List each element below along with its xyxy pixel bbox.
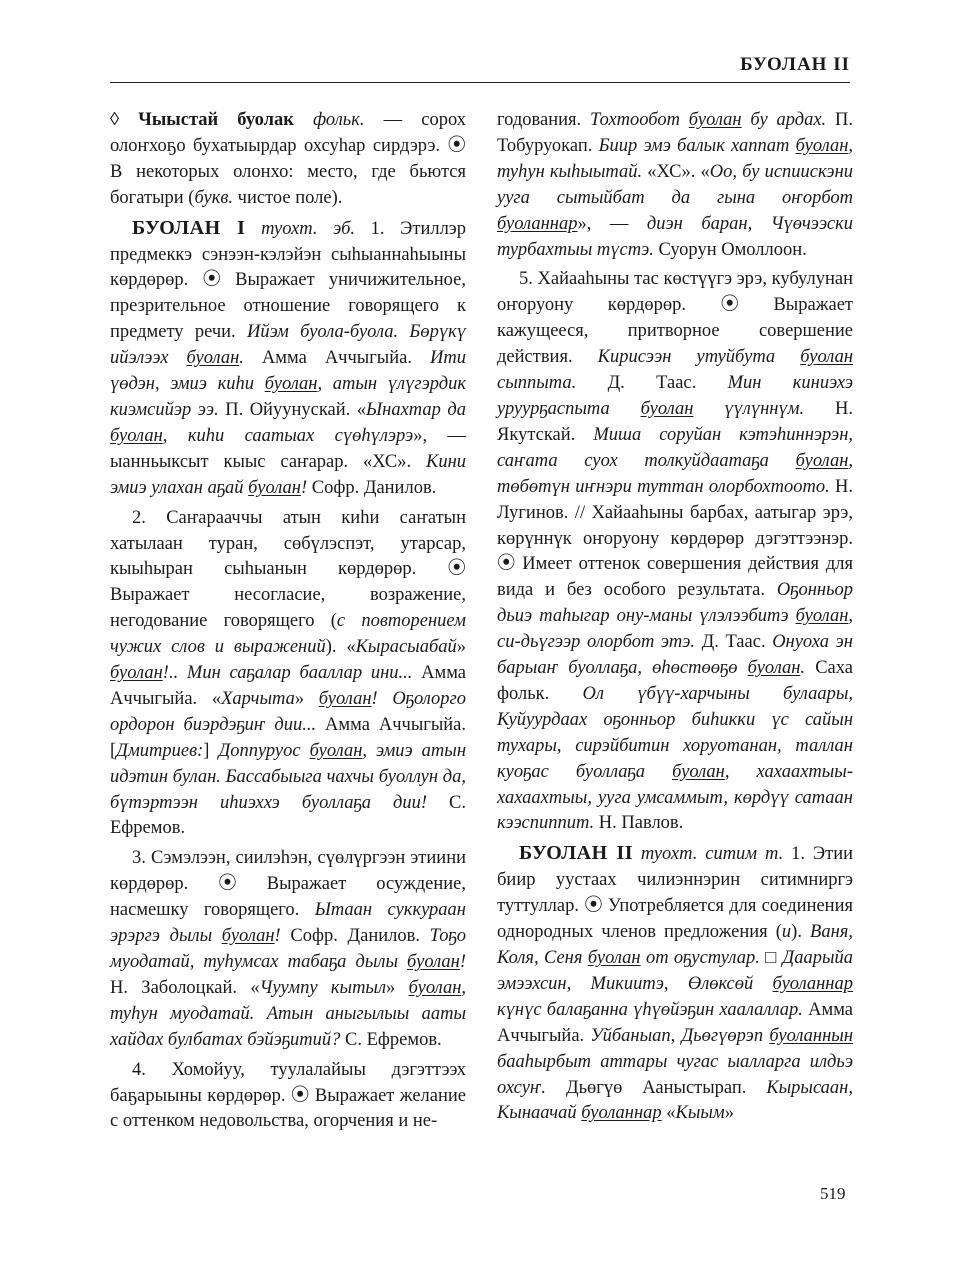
entry-paragraph: годования. Тохтообот буолан бу ардах. П. Тобуруокап. Биир эмэ балык хаппат буолан, туһун кыһыытай. «ХС». «Оо, бу испиискэни ууга сытыйбат да гына оҥорбот буоланнар», — диэн баран, Чүөчээски турбахтыы түстэ. Суорун Омоллоон. [497, 110, 853, 260]
left-column [110, 108, 466, 1135]
entry-paragraph: ◊ Чыыстай буолак фольк. — сорох олоҥхоҕо бухатыырдар охсуһар сирдэрэ. ⦿ В некоторых олонхо: место, где бьются богатыри (букв. чистое поле). [110, 110, 466, 208]
right-column [497, 108, 853, 1127]
entry-paragraph: БУОЛАН I туохт. эб. 1. Этиллэр предмеккэ сэнээн-кэлэйэн сыһыаннаһыыны көрдөрөр. ⦿ Выражает уничижительное, презрительное отношение говорящего к предмету речи. Ийэм буола-буола. Бөрүкү ийэлээх буолан. Амма Аччыгыйа. Ити үөдэн, эмиэ киһи буолан, атын үлүгэрдик киэмсийэр ээ. П. Ойуунускай. «Ынахтар да буолан, киһи саатыах сүөһүлэрэ», — ыанньыксыт кыыс саҥарар. «ХС». Кини эмиэ улахан аҕай буолан! Софр. Данилов. [110, 216, 466, 498]
entry-paragraph: 4. Хомойуу, туулалайыы дэгэттээх баҕарыыны көрдөрөр. ⦿ Выражает желание с оттенком недовольства, огорчения и не- [110, 1059, 466, 1132]
entry-paragraph: 5. Хайааһыны тас көстүүгэ эрэ, кубулунан оҥоруону көрдөрөр. ⦿ Выражает кажущееся, притворное совершение действия. Кирисээн утуйбута буолан сыппыта. Д. Таас. Мин киниэхэ уруурҕаспыта буолан үүлүннүм. Н. Якутскай. Миша соруйан кэтэһиннэрэн, саҥата суох толкуйдаатаҕа буолан, төбөтүн иҥнэри туттан олорбохтоото. Н. Лугинов. // Хайааһыны барбах, аатыгар эрэ, көрүннүк оҥоруону көрдөрөр дэгэттээнэр. ⦿ Имеет оттенок совершения действия для вида и без особого результата. Оҕонньор дьиэ таһыгар ону-маны үлэлээбитэ буолан, си-дьүгээр олорбот этэ. Д. Таас. Онуоха эн барыаҥ буоллаҕа, өһөстөөҕө буолан. Саха фольк. Ол үбүү-харчыны булаары, Куйуурдаах оҕонньор биһикки үс сайын тухары, сирэйбитин хоруотанан, таллан куоҕас буоллаҕа буолан, хахаахтыы-хахаахтыы, ууга умсаммыт, көрдүү сатаан кээспиппит. Н. Павлов. [497, 269, 854, 834]
page-header [110, 48, 850, 83]
entry-paragraph: 2. Саҥарааччы атын киһи саҥатын хатылаан туран, сөбүлэспэт, утарсар, кыыһыран сыһыанын көрдөрөр. ⦿ Выражает несогласие, возражение, негодование говорящего (с повторением чужих слов и выражений). «Кырасыабай» буолан!.. Мин саҕалар бааллар ини... Амма Аччыгыйа. «Харчыта» буолан! Оҕолорго ордорон биэрдэҕиҥ дии... Амма Аччыгыйа. [Дмитриев:] Доппуруос буолан, эмиэ атын идэтин булан. Бассабыыга чахчы буоллун да, бүтэртээн иһиэххэ буоллаҕа дии! С. Ефремов. [110, 507, 467, 839]
page-number: 519 [820, 1184, 846, 1203]
running-head: БУОЛАН II [740, 54, 850, 75]
entry-paragraph: БУОЛАН II туохт. ситим т. 1. Этии биир уустаах чилиэннэрин ситимниргэ туттуллар. ⦿ Употребляется для соединения однородных членов предложения (и). Ваня, Коля, Сеня буолан от оҕустулар. □ Даарыйа эмээхсин, Микиитэ, Өлөксөй буоланнар күнүс балаҕанна үһүөйэҕин хаалаллар. Амма Аччыгыйа. Уйбаныап, Дьөгүөрэп буоланнын бааһырбыт аттары чугас ыалларга илдьэ охсуҥ. Дьөгүө Ааныстырап. Кырысаан, Кынаачай буоланнар «Кыым» [497, 842, 854, 1124]
entry-paragraph: 3. Сэмэлээн, сиилэһэн, сүөлүргээн этиини көрдөрөр. ⦿ Выражает осуждение, насмешку говорящего. Ытаан суккураан эрэргэ дылы буолан! Софр. Данилов. Тоҕо муодатай, туһумсах табаҕа дылы буолан! Н. Заболоцкай. «Чуумпу кытыл» буолан, туһун муодатай. Атын аныгылыы ааты хайдах булбатах бэйэҕитий? С. Ефремов. [110, 848, 466, 1050]
